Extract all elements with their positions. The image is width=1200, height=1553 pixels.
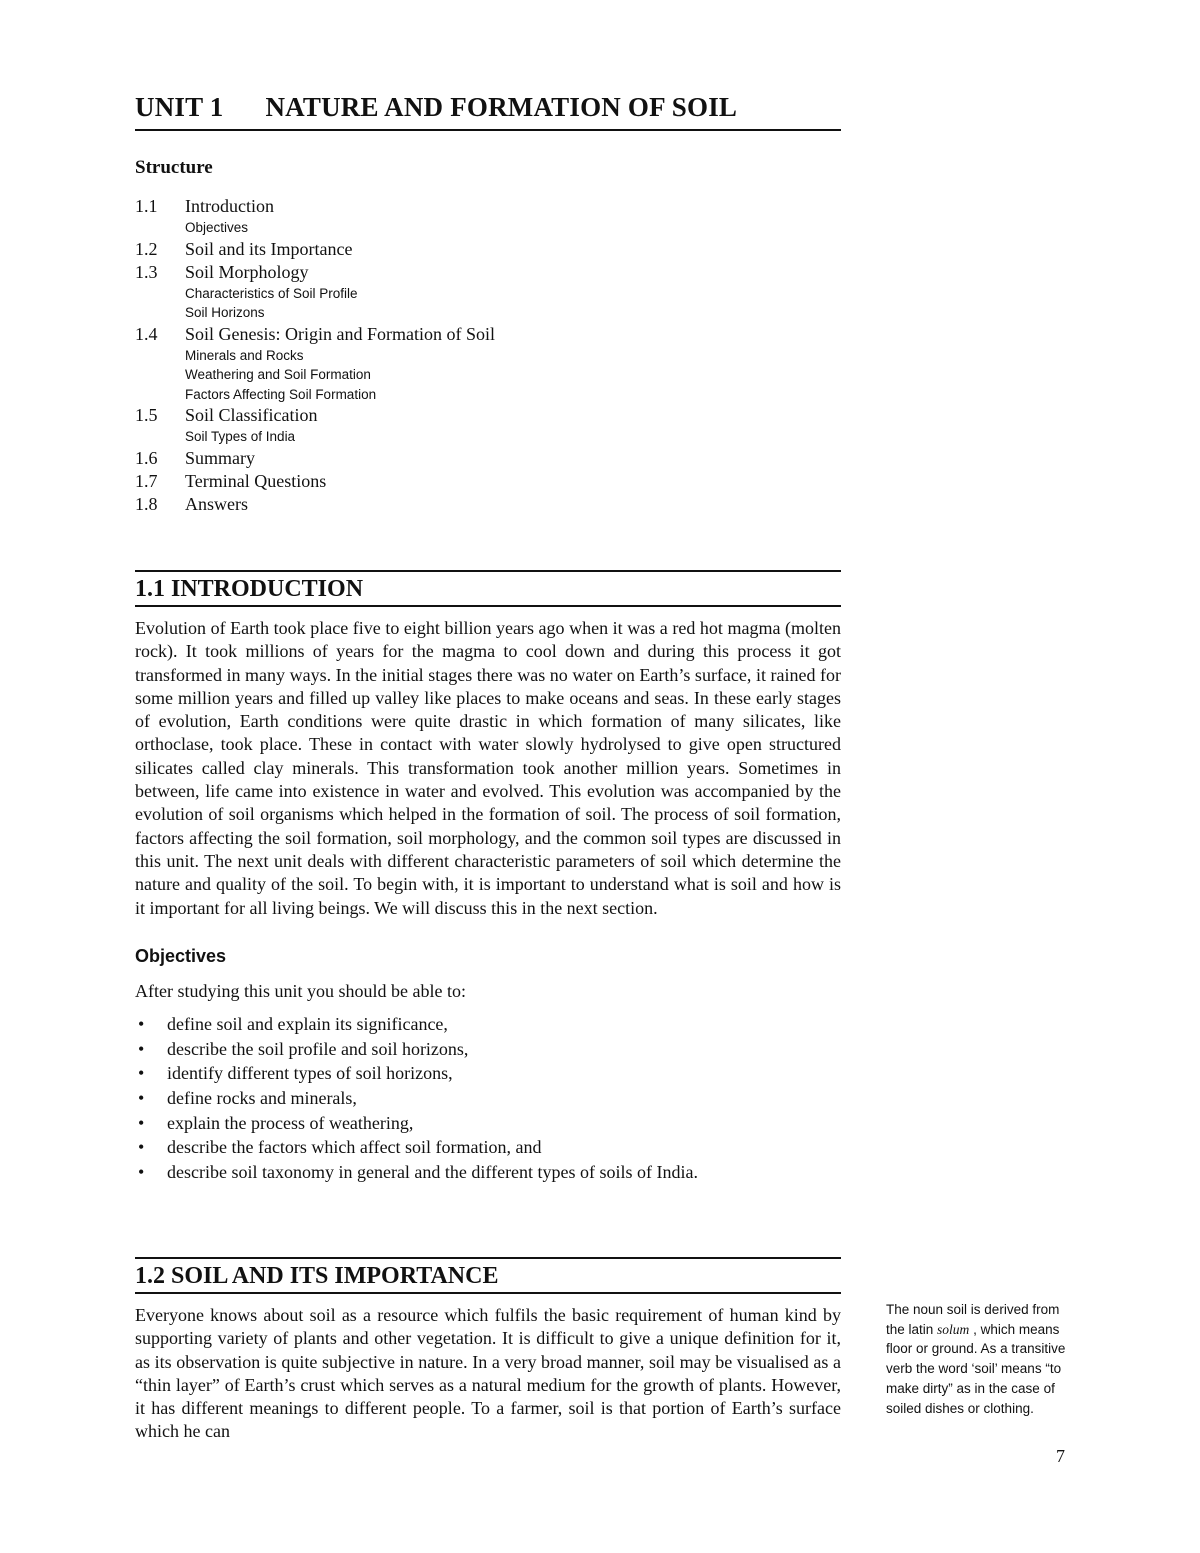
- toc-item-label: Soil Morphology: [185, 261, 309, 282]
- toc-item-number: 1.4: [135, 323, 158, 344]
- toc-item: [135, 238, 841, 261]
- objective-item: • describe the soil profile and soil horizons,: [135, 1037, 841, 1062]
- toc-item: [135, 493, 841, 516]
- toc-item: [135, 470, 841, 493]
- toc-subitem: Characteristics of Soil Profile: [185, 285, 358, 301]
- objective-item: • define soil and explain its significance,: [135, 1012, 841, 1037]
- toc-item: [135, 323, 841, 346]
- structure-heading: Structure: [135, 157, 213, 178]
- toc-subitem: Minerals and Rocks: [185, 347, 304, 363]
- toc-subitem: Factors Affecting Soil Formation: [185, 386, 377, 402]
- toc-item: [135, 261, 841, 284]
- objectives-intro: After studying this unit you should be able to:: [135, 980, 466, 1001]
- objective-item: • identify different types of soil horizons,: [135, 1061, 841, 1086]
- toc-subitem: Weathering and Soil Formation: [185, 367, 371, 382]
- toc-item-label: Soil and its Importance: [185, 238, 353, 259]
- toc-item-label: Soil Genesis: Origin and Formation of Soil: [185, 323, 495, 344]
- section-soil-importance: [135, 1257, 841, 1444]
- toc-item-label: Soil Classification: [185, 405, 318, 425]
- section-heading: 1.2 SOIL AND ITS IMPORTANCE: [135, 1257, 841, 1294]
- toc-item-number: 1.2: [135, 238, 158, 259]
- objective-item: • explain the process of weathering,: [135, 1111, 841, 1136]
- section-heading: 1.1 INTRODUCTION: [135, 570, 841, 607]
- toc-item: [135, 404, 841, 427]
- unit-title: [135, 92, 841, 131]
- toc-item-number: 1.8: [135, 493, 158, 514]
- toc-item-number: 1.1: [135, 196, 158, 216]
- toc-item: [135, 195, 841, 218]
- toc-subitem: Soil Types of India: [185, 429, 296, 444]
- margin-note-text: The noun soil is derived from the latin: [886, 1302, 1060, 1337]
- unit-number: UNIT 1: [135, 92, 224, 122]
- toc-item-label: Answers: [185, 493, 248, 514]
- toc-item-label: Introduction: [185, 196, 274, 216]
- unit-name: NATURE AND FORMATION OF SOIL: [265, 92, 738, 122]
- toc-item-label: Terminal Questions: [185, 470, 327, 491]
- page-number: 7: [1056, 1446, 1065, 1466]
- toc-item: [135, 447, 841, 470]
- section-introduction: [135, 570, 841, 1185]
- importance-paragraph: Everyone knows about soil as a resource which fulfils the basic requirement of human kind by supporting variety of plants and other vegetation. It is difficult to give a unique definition for it, as its observation is quite subjective in nature. In a very broad manner, soil may be visualised as a “thin layer” of Earth’s crust which serves as a natural medium for the growth of plants. However, it has different meanings to different people. To a farmer, soil is that portion of Earth’s surface which he can: [135, 1305, 841, 1442]
- toc-item-number: 1.3: [135, 261, 158, 282]
- toc-subitem: Objectives: [185, 220, 249, 235]
- margin-note: [886, 1300, 1071, 1418]
- toc-item-number: 1.5: [135, 405, 158, 425]
- margin-note-text: , which means floor or ground. As a transitive verb the word ‘soil’ means “to make dirty” as in the case of soiled dishes or clothing.: [886, 1321, 1066, 1416]
- toc-subitem: Soil Horizons: [185, 305, 265, 320]
- toc-item-number: 1.7: [135, 470, 158, 491]
- objective-item: • describe the factors which affect soil formation, and: [135, 1135, 841, 1160]
- objective-item: • describe soil taxonomy in general and the different types of soils of India.: [135, 1160, 841, 1185]
- table-of-contents: [135, 195, 841, 516]
- unit-header: [135, 92, 841, 516]
- toc-item-number: 1.6: [135, 447, 158, 468]
- objectives-list: [135, 1012, 841, 1185]
- toc-item-label: Summary: [185, 447, 255, 468]
- margin-note-latin: solum: [937, 1321, 970, 1337]
- objectives-heading: Objectives: [135, 945, 227, 966]
- intro-paragraph: Evolution of Earth took place five to eight billion years ago when it was a red hot magma (molten rock). It took millions of years for the magma to cool down and during this process it got transformed in many ways. In the initial stages there was no water on Earth’s surface, it rained for some million years and filled up valley like places to make oceans and seas. In these early stages of evolution, Earth conditions were quite drastic in which formation of many silicates, like orthoclase, took place. These in contact with water slowly hydrolysed to give open structured silicates called clay minerals. This transformation took another million years. Sometimes in between, life came into existence in water and evolved. This evolution was accompanied by the evolution of soil organisms which helped in the formation of soil. The process of soil formation, factors affecting the soil formation, soil morphology, and the common soil types are discussed in this unit. The next unit deals with different characteristic parameters of soil which determine the nature and quality of the soil. To begin with, it is important to understand what is soil and how is it important for all living beings. We will discuss this in the next section.: [135, 618, 841, 918]
- objective-item: • define rocks and minerals,: [135, 1086, 841, 1111]
